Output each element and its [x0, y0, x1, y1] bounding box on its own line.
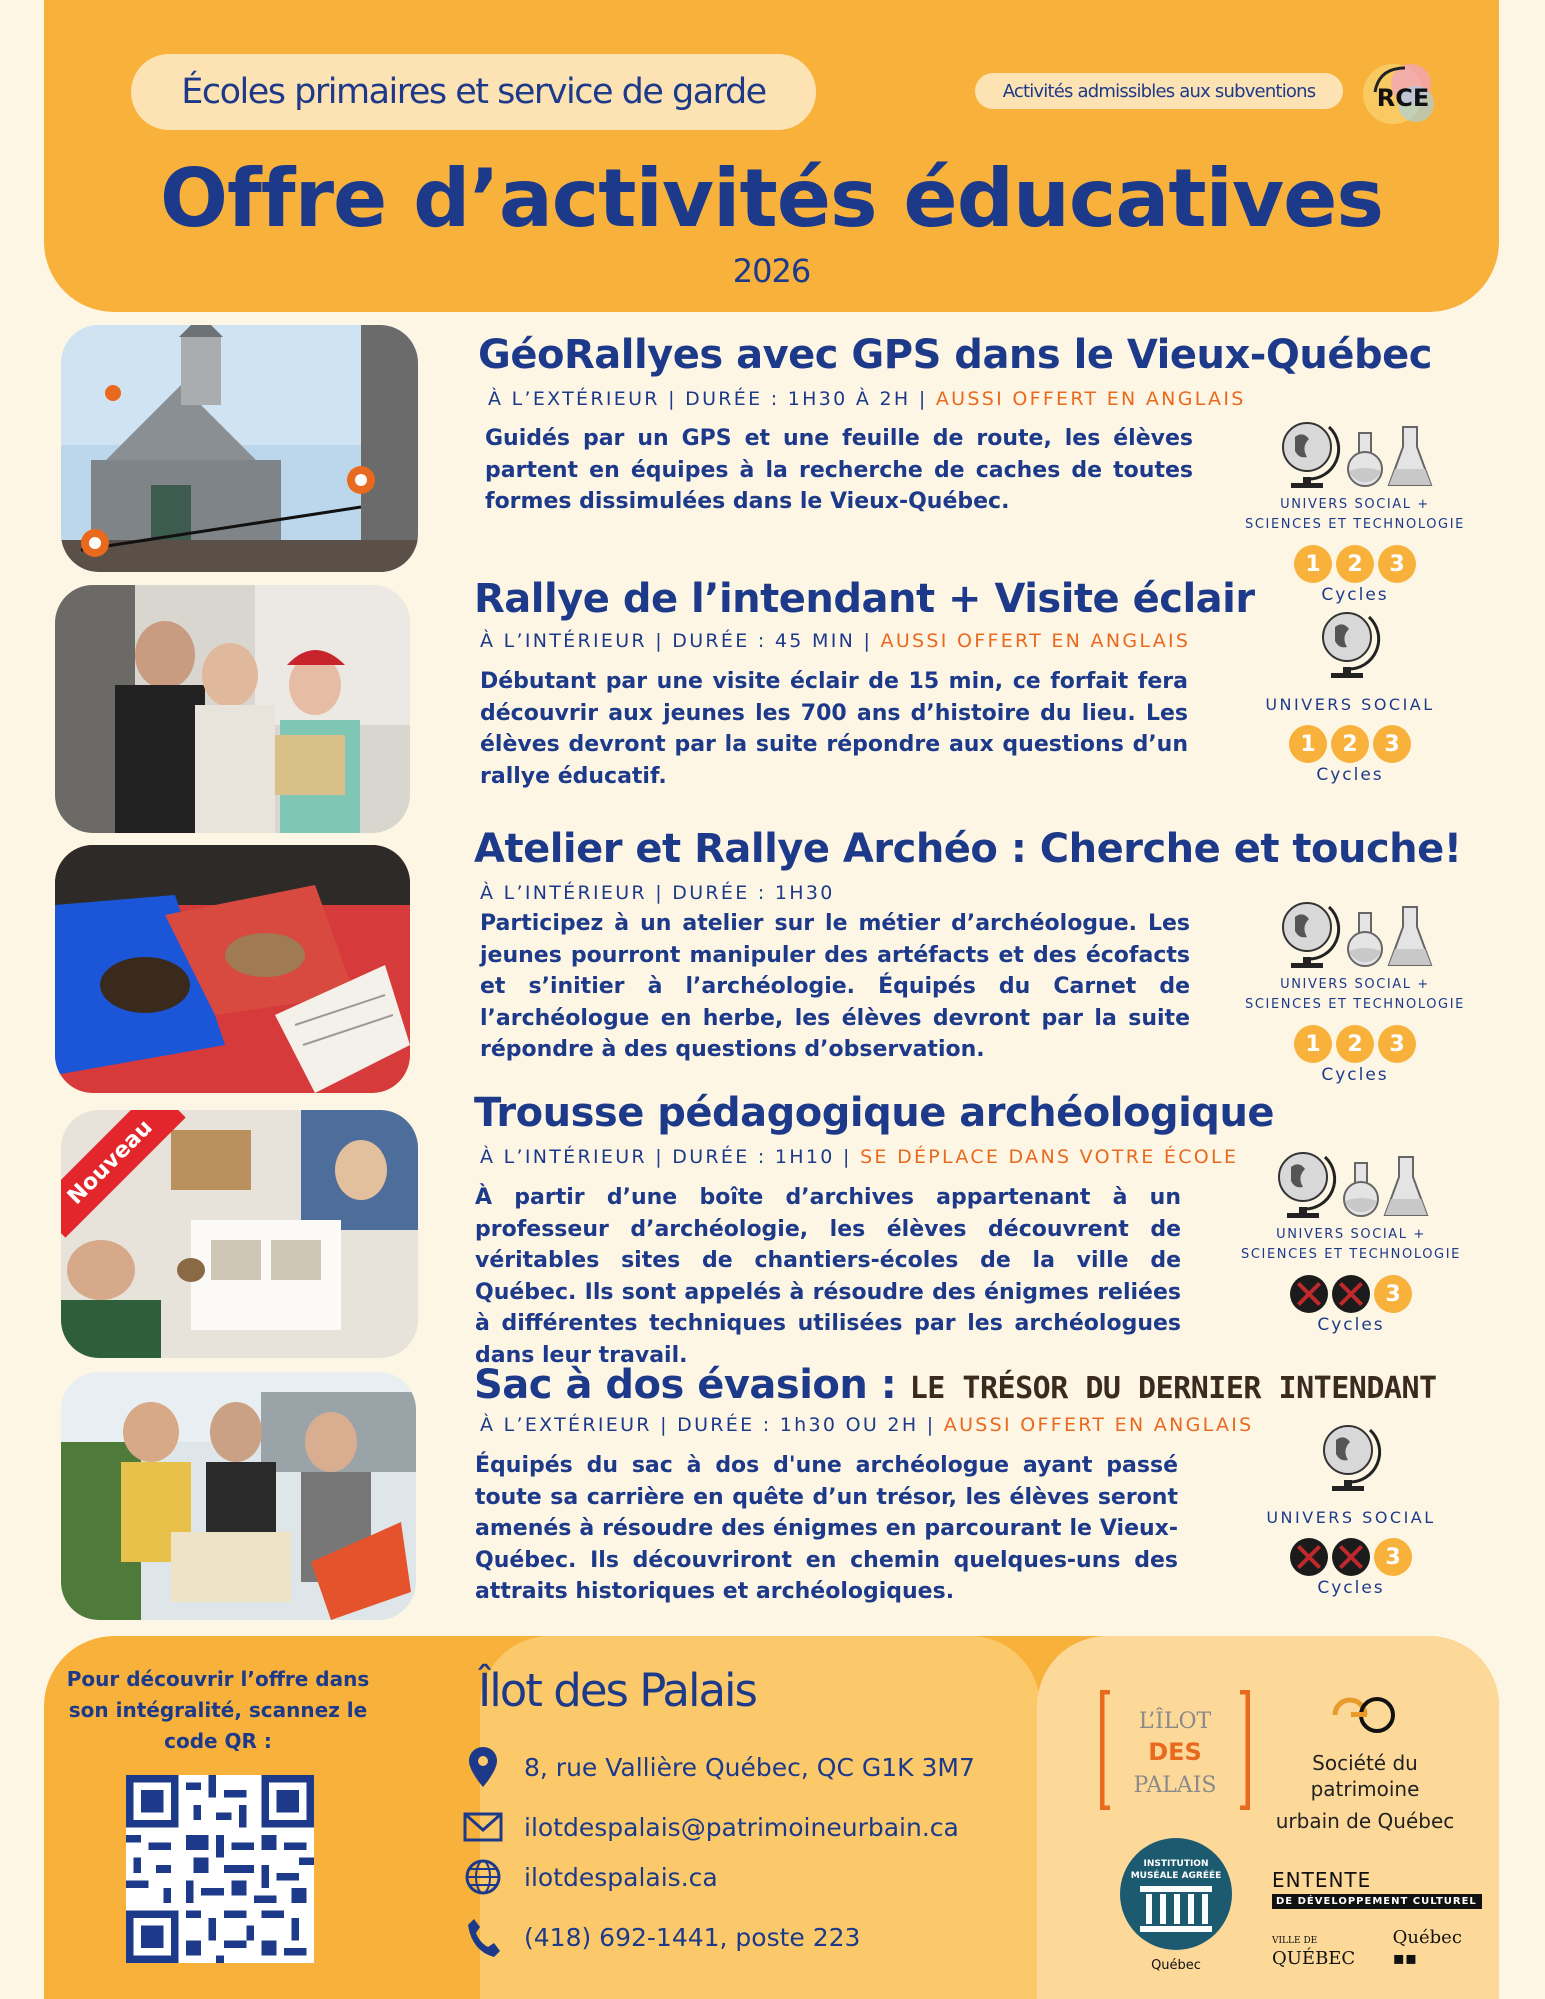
svg-text:RCE: RCE	[1376, 84, 1430, 112]
phone-link[interactable]: (418) 692-1441, poste 223	[524, 1922, 861, 1952]
entente-subtitle: DE DÉVELOPPEMENT CULTUREL	[1272, 1894, 1482, 1909]
subject-badge	[1240, 895, 1470, 1085]
activity-subtitle: À L’EXTÉRIEUR | DURÉE : 1H30 À 2H | AUSSI OFFERT EN ANGLAIS	[488, 388, 1246, 410]
cycle-1-badge: 1	[1289, 725, 1327, 763]
flask-icon	[1345, 429, 1385, 493]
subject-badge	[1236, 1418, 1466, 1598]
inst-quebec-label: Québec	[1151, 1958, 1201, 1973]
cycle-2-crossed-badge	[1332, 1275, 1370, 1313]
beaker-icon	[1387, 423, 1433, 493]
globe-icon	[1277, 417, 1343, 493]
website-row[interactable]	[462, 1856, 718, 1898]
svg-text:INSTITUTION: INSTITUTION	[1143, 1859, 1209, 1869]
subject-badge	[1235, 605, 1465, 785]
globe-icon	[1317, 607, 1383, 683]
header-banner	[44, 0, 1499, 312]
cycles-badges	[1235, 725, 1465, 763]
flask-icon	[1341, 1159, 1381, 1223]
email-link[interactable]: ilotdespalais@patrimoineurbain.ca	[524, 1812, 959, 1842]
subject-label: UNIVERS SOCIAL +	[1280, 977, 1430, 992]
cycle-1-crossed-badge	[1290, 1538, 1328, 1576]
audience-pill: Écoles primaires et service de garde	[131, 54, 816, 130]
page-title: Offre d’activités éducatives	[159, 152, 1383, 245]
map-pin-icon	[462, 1746, 504, 1788]
cycle-3-badge: 3	[1378, 1025, 1416, 1063]
email-row[interactable]	[462, 1806, 959, 1848]
activity-subtitle: À L’INTÉRIEUR | DURÉE : 1H10 | SE DÉPLACE DANS VOTRE ÉCOLE	[480, 1146, 1239, 1168]
institution-museale-logo	[1118, 1836, 1234, 1973]
activity-description: À partir d’une boîte d’archives appartenant à un professeur d’archéologie, les élèves découvrent de véritables sites de chantiers-écoles de la ville de Québec. Ils sont appelés à résoudre des énigmes reliées à différentes techniques utilisées par les archéologues dans leur travail.	[475, 1185, 1181, 1368]
cycle-1-badge: 1	[1294, 1025, 1332, 1063]
venue-name: Îlot des Palais	[478, 1664, 756, 1717]
cycles-label: Cycles	[1317, 1578, 1385, 1598]
cycles-badges	[1236, 1538, 1466, 1576]
photo-rallye-intendant	[55, 585, 410, 833]
grants-pill: Activités admissibles aux subventions	[975, 73, 1343, 109]
spuq-name-line2: urbain de Québec	[1275, 1809, 1455, 1833]
svg-text:MUSÉALE AGRÉÉE: MUSÉALE AGRÉÉE	[1130, 1871, 1222, 1881]
entente-title: ENTENTE	[1272, 1868, 1372, 1892]
mail-icon	[462, 1806, 504, 1848]
cycle-1-crossed-badge	[1290, 1275, 1328, 1313]
photo-sac-a-dos	[61, 1372, 416, 1620]
photo-atelier-archeo	[55, 845, 410, 1093]
activity-title: Rallye de l’intendant + Visite éclair	[474, 576, 1255, 622]
globe-icon	[1318, 1420, 1384, 1496]
subject-label: UNIVERS SOCIAL	[1266, 1508, 1436, 1527]
ilot-des-palais-logo	[1100, 1690, 1250, 1810]
subject-label-2: SCIENCES ET TECHNOLOGIE	[1245, 517, 1465, 532]
subject-label-2: SCIENCES ET TECHNOLOGIE	[1241, 1247, 1461, 1262]
globe-icon	[1273, 1147, 1339, 1223]
ville-de-quebec-logo: VILLE DE QUÉBEC	[1272, 1936, 1356, 1969]
photo-trousse	[61, 1110, 418, 1358]
beaker-icon	[1383, 1153, 1429, 1223]
activity-description: Débutant par une visite éclair de 15 min, ce forfait fera découvrir aux jeunes les 700 ans d’histoire du lieu. Les élèves devront par la suite répondre aux questions d’un rallye éducatif.	[480, 669, 1188, 789]
beaker-icon	[1387, 903, 1433, 973]
activity-title-suffix: LE TRÉSOR DU DERNIER INTENDANT	[909, 1371, 1437, 1406]
address-row	[462, 1746, 975, 1788]
cycle-2-badge: 2	[1331, 725, 1369, 763]
activity-subtitle: À L’INTÉRIEUR | DURÉE : 45 MIN | AUSSI OFFERT EN ANGLAIS	[480, 630, 1191, 652]
cycles-label: Cycles	[1321, 585, 1389, 605]
svg-text:L’ÎLOT: L’ÎLOT	[1138, 1709, 1212, 1734]
globe-icon	[1277, 897, 1343, 973]
cycle-2-badge: 2	[1336, 1025, 1374, 1063]
spuq-logo	[1275, 1690, 1455, 1834]
svg-text:DES: DES	[1148, 1738, 1202, 1766]
address-text: 8, rue Vallière Québec, QC G1K 3M7	[524, 1752, 975, 1782]
qr-instructions: Pour découvrir l’offre dans son intégralité, scannez le code QR :	[66, 1667, 370, 1753]
cycles-badges	[1240, 545, 1470, 583]
spuq-emblem-icon	[1325, 1690, 1405, 1740]
activity-description: Équipés du sac à dos d'une archéologue ayant passé toute sa carrière en quête d’un trésor, les élèves seront amenés à résoudre des énigmes en parcourant le Vieux-Québec. Ils découvriront en chemin quelques-uns des attraits historiques et archéologiques.	[475, 1453, 1178, 1604]
activity-description: Participez à un atelier sur le métier d’archéologue. Les jeunes pourront manipuler des artéfacts et des écofacts et s’initier à l’archéologie. Équipés du Carnet de l’archéologue en herbe, les élèves devront par la suite répondre à des questions d’observation.	[480, 911, 1190, 1062]
cycle-2-badge: 2	[1336, 545, 1374, 583]
cycle-3-badge: 3	[1378, 545, 1416, 583]
cycle-2-crossed-badge	[1332, 1538, 1370, 1576]
cycles-badges	[1236, 1275, 1466, 1313]
cycles-label: Cycles	[1317, 1315, 1385, 1335]
activity-title: GéoRallyes avec GPS dans le Vieux-Québec	[478, 332, 1432, 378]
phone-icon	[462, 1916, 504, 1958]
year-label: 2026	[732, 252, 811, 290]
activity-title-main: Sac à dos évasion :	[474, 1362, 910, 1408]
subject-badge	[1240, 415, 1470, 605]
globe-web-icon	[462, 1856, 504, 1898]
subject-label: UNIVERS SOCIAL +	[1280, 497, 1430, 512]
spuq-name-line1: Société du patrimoine	[1310, 1751, 1420, 1801]
cycles-label: Cycles	[1316, 765, 1384, 785]
flask-icon	[1345, 909, 1385, 973]
activity-title	[474, 1362, 1437, 1408]
website-link[interactable]: ilotdespalais.ca	[524, 1862, 718, 1892]
activity-description: Guidés par un GPS et une feuille de route, les élèves partent en équipes à la recherche de caches de toutes formes dissimulées dans le Vieux-Québec.	[485, 426, 1193, 514]
svg-text:PALAIS: PALAIS	[1133, 1773, 1217, 1798]
cycle-3-badge: 3	[1374, 1538, 1412, 1576]
entente-culturelle-logo	[1272, 1868, 1482, 1969]
subject-badge	[1236, 1145, 1466, 1335]
cycles-badges	[1240, 1025, 1470, 1063]
cycle-3-badge: 3	[1374, 1275, 1412, 1313]
phone-row[interactable]	[462, 1916, 860, 1958]
subject-label: UNIVERS SOCIAL	[1265, 695, 1435, 714]
photo-georallye	[61, 325, 418, 572]
quebec-gov-logo: Québec ▪▪	[1392, 1927, 1462, 1969]
activity-title: Trousse pédagogique archéologique	[474, 1090, 1275, 1136]
cycles-label: Cycles	[1321, 1065, 1389, 1085]
activity-title: Atelier et Rallye Archéo : Cherche et touche!	[474, 826, 1462, 872]
subject-label-2: SCIENCES ET TECHNOLOGIE	[1245, 997, 1465, 1012]
activity-subtitle: À L’EXTÉRIEUR | DURÉE : 1h30 OU 2H | AUSSI OFFERT EN ANGLAIS	[480, 1414, 1254, 1436]
rce-logo	[1361, 54, 1441, 134]
new-ribbon: Nouveau	[61, 1110, 186, 1238]
subject-label: UNIVERS SOCIAL +	[1276, 1227, 1426, 1242]
cycle-1-badge: 1	[1294, 545, 1332, 583]
activity-subtitle: À L’INTÉRIEUR | DURÉE : 1H30	[480, 882, 835, 904]
cycle-3-badge: 3	[1373, 725, 1411, 763]
qr-code[interactable]	[126, 1775, 314, 1963]
